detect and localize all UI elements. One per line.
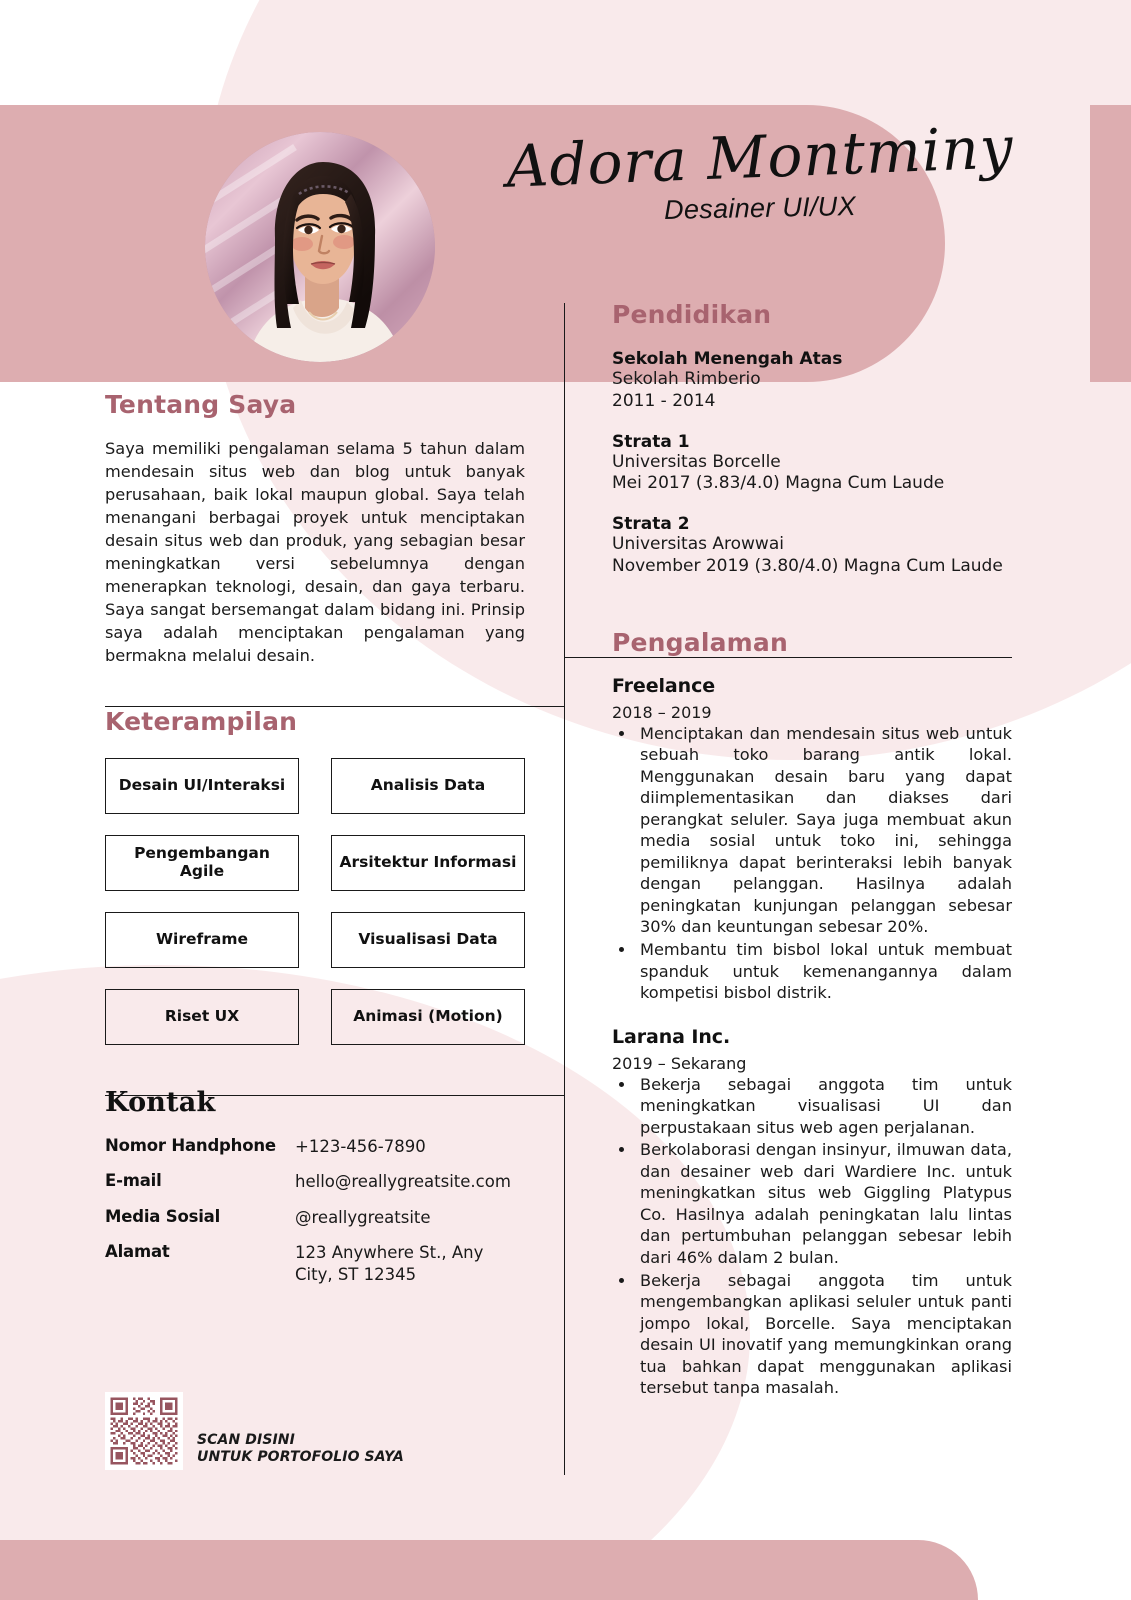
contact-row (105, 1171, 525, 1192)
qr-code-icon (105, 1392, 183, 1470)
portrait-photo-icon (205, 132, 435, 362)
contact-row (105, 1136, 525, 1157)
job-title: Desainer UI/UX (663, 191, 857, 226)
experience-bullet: • Bekerja sebagai anggota tim untuk mengembangkan aplikasi seluler untuk panti jompo lokal, Borcelle. Saya menciptakan desain UI inovatif yang memungkinkan orang tua bahkan dapat menggunakan aplikasi tersebut tanpa masalah. (636, 1270, 1012, 1399)
experience-bullets (612, 723, 1012, 1004)
education-institution: Universitas Borcelle (612, 451, 781, 472)
experience-period: 2018 – 2019 (612, 702, 712, 722)
skill-chip: Analisis Data (331, 758, 525, 814)
contact-value-social: @reallygreatsite (295, 1207, 431, 1227)
section-heading-about: Tentang Saya (105, 390, 297, 419)
experience-bullet: • Berkolaborasi dengan insinyur, ilmuwan data, dan desainer web dari Wardiere Inc. untuk meningkatkan situs web Giggling Platypus Co. Hasilnya adalah peningkatan lalu lintas dan pertumbuhan pelanggan sebesar lebih dari 46% dalam 2 bulan. (636, 1139, 1012, 1268)
experience-bullet: • Bekerja sebagai anggota tim untuk meningkatkan visualisasi UI dan perpustakaan situs web agen perjalanan. (636, 1074, 1012, 1139)
avatar (205, 132, 435, 362)
skill-chip: Riset UX (105, 989, 299, 1045)
experience-bullet: • Membantu tim bisbol lokal untuk membuat spanduk untuk kemenangannya dalam kompetisi bisbol distrik. (636, 939, 1012, 1004)
contact-value-email: hello@reallygreatsite.com (295, 1172, 511, 1192)
education-degree: Strata 2 (612, 514, 690, 534)
experience-company: Freelance (612, 674, 716, 697)
experience-item (612, 1026, 1012, 1399)
right-column (612, 300, 1012, 1421)
education-degree: Strata 1 (612, 431, 690, 452)
contact-list (105, 1136, 525, 1285)
skill-chip: Desain UI/Interaksi (105, 758, 299, 814)
accent-block-top-right (1090, 105, 1131, 382)
qr-caption (197, 1432, 404, 1466)
experience-bullet: • Menciptakan dan mendesain situs web untuk sebuah toko barang antik lokal. Menggunakan desain baru yang dapat diimplementasikan dan diakses dari perangkat seluler. Saya juga membuat akun media sosial untuk toko ini, sehingga pemiliknya dapat berinteraksi lebih banyak dengan pelanggan. Hasilnya adalah peningkatan kunjungan pelanggan sebesar 30% dan keuntungan sebesar 20%. (636, 723, 1012, 938)
skill-chip: Visualisasi Data (331, 912, 525, 968)
about-body-text: Saya memiliki pengalaman selama 5 tahun dalam mendesain situs web dan blog untuk banyak perusahaan, baik lokal maupun global. Saya telah menangani berbagai proyek untuk menciptakan desain situs web dan produk, yang sebagian besar meningkatkan versi sebelumnya dengan menerapkan teknologi, desain, dan gaya terbaru. Saya sangat bersemangat dalam bidang ini. Prinsip saya adalah menciptakan pengalaman yang bermakna melalui desain. (105, 439, 525, 665)
education-item (612, 432, 1012, 496)
experience-company: Larana Inc. (612, 1025, 731, 1048)
education-list (612, 349, 1012, 578)
experience-bullets (612, 1074, 1012, 1399)
experience-list (612, 675, 1012, 1399)
education-item (612, 349, 1012, 413)
contact-label: Media Sosial (105, 1206, 221, 1226)
section-heading-education: Pendidikan (612, 300, 772, 329)
footer-pink-band (0, 1540, 978, 1600)
experience-item (612, 675, 1012, 1004)
education-detail: Mei 2017 (3.83/4.0) Magna Cum Laude (612, 473, 945, 494)
page-title: Adora Montminy (505, 113, 1015, 201)
section-heading-experience: Pengalaman (612, 627, 788, 657)
qr-caption-line1: SCAN DISINI (197, 1431, 295, 1448)
education-detail: 2011 - 2014 (612, 390, 716, 411)
contact-value-phone: +123-456-7890 (295, 1137, 426, 1156)
skill-chip: Animasi (Motion) (331, 989, 525, 1045)
education-institution: Universitas Arowwai (612, 534, 784, 554)
education-detail: November 2019 (3.80/4.0) Magna Cum Laude (612, 555, 1003, 576)
contact-row (105, 1242, 525, 1285)
column-divider (564, 303, 565, 1475)
contact-label: Nomor Handphone (105, 1136, 276, 1155)
contact-label: Alamat (105, 1242, 170, 1262)
section-heading-skills: Keterampilan (105, 707, 298, 736)
experience-period: 2019 – Sekarang (612, 1053, 747, 1073)
header-name-block (500, 113, 1020, 226)
skill-chip: Wireframe (105, 912, 299, 968)
qr-code-block (105, 1392, 404, 1470)
education-institution: Sekolah Rimberio (612, 369, 761, 389)
skill-chip: Pengembangan Agile (105, 835, 299, 891)
section-heading-contact: Kontak (105, 1087, 216, 1118)
skill-chip: Arsitektur Informasi (331, 835, 525, 891)
contact-label: E-mail (105, 1171, 162, 1191)
qr-caption-line2: UNTUK PORTOFOLIO SAYA (197, 1448, 404, 1465)
skills-grid (105, 758, 525, 1045)
section-gap (612, 578, 1012, 628)
contact-value-address: 123 Anywhere St., Any City, ST 12345 (295, 1243, 484, 1284)
left-column (105, 390, 525, 1299)
education-item (612, 514, 1012, 578)
education-degree: Sekolah Menengah Atas (612, 349, 843, 369)
contact-row (105, 1207, 525, 1228)
